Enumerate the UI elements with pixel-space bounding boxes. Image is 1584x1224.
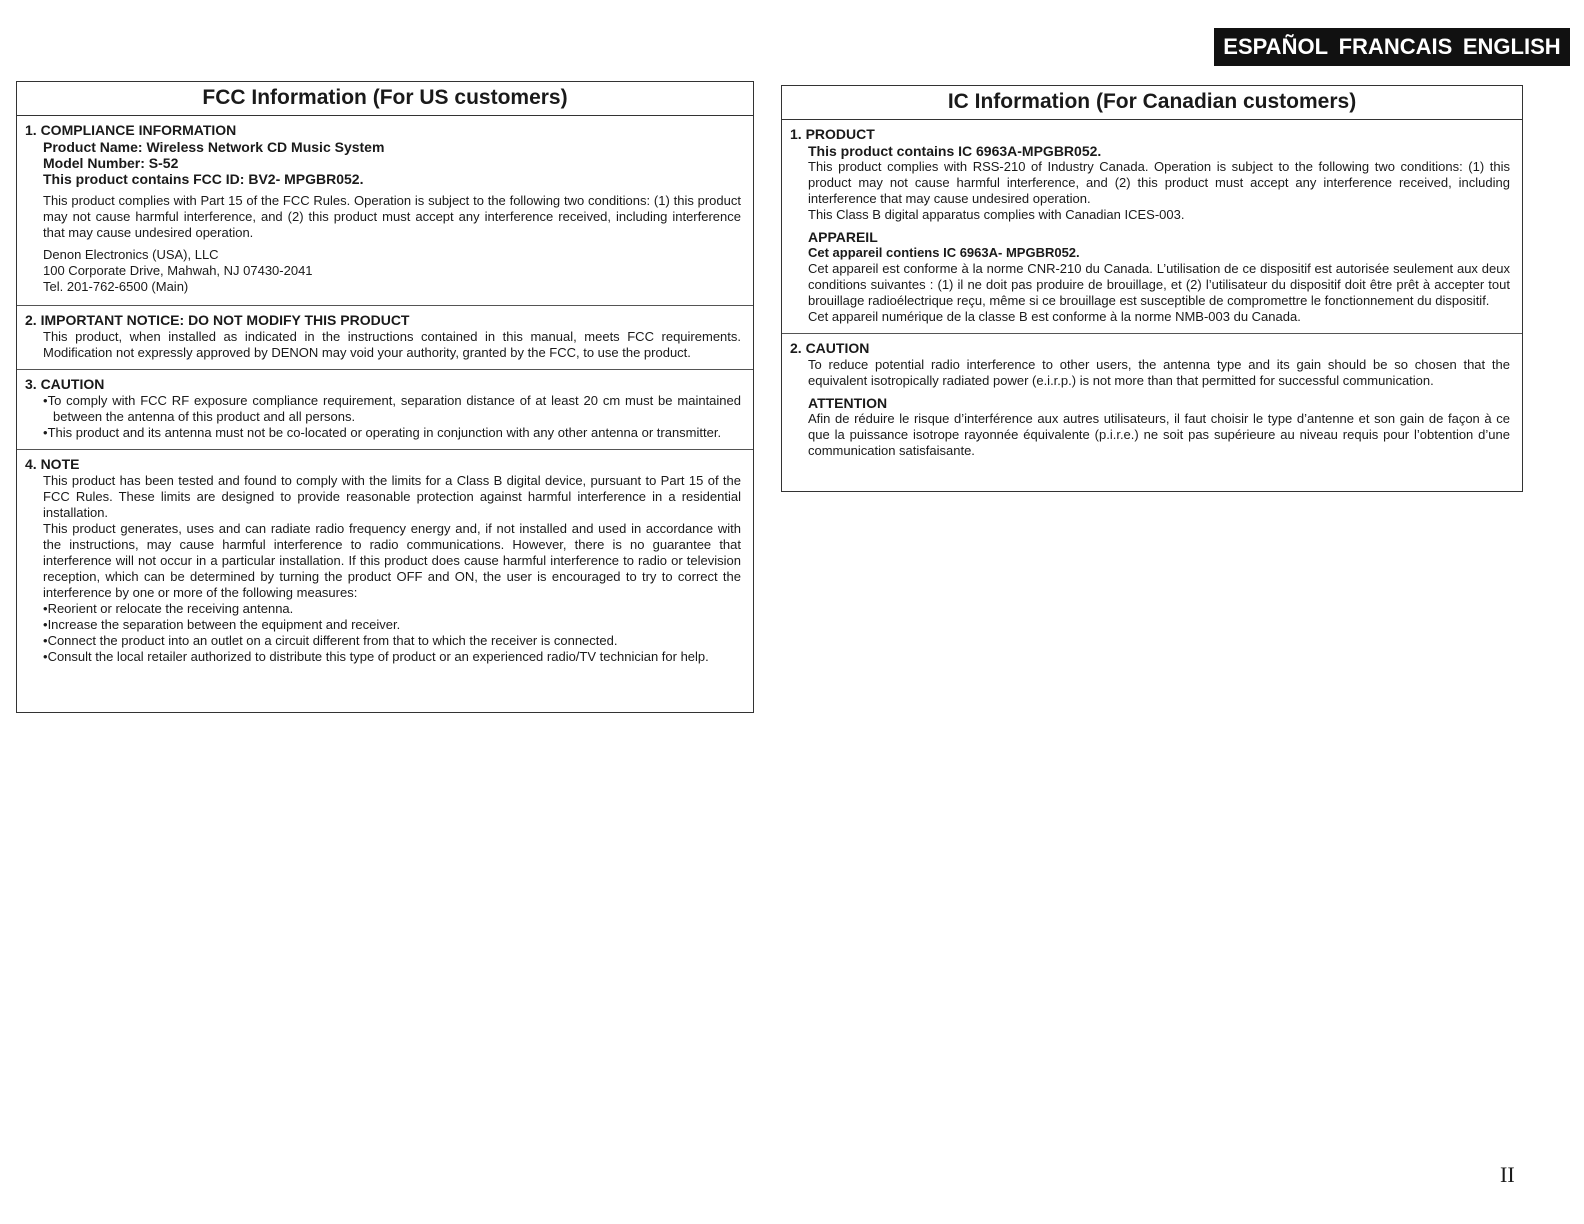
fcc-s2-heading: 2. IMPORTANT NOTICE: DO NOT MODIFY THIS PRODUCT	[25, 312, 410, 328]
fcc-s4-p1: This product has been tested and found to comply with the limits for a Class B digital device, pursuant to Part 15 of the FCC Rules. These limits are designed to provide reasonable protection against harmful interference in a residential installation.	[43, 473, 741, 520]
language-tabs	[1214, 28, 1570, 66]
ic-product-section	[782, 120, 1522, 334]
fcc-address: 100 Corporate Drive, Mahwah, NJ 07430-2041	[43, 263, 313, 278]
ic-fr-id: Cet appareil contiens IC 6963A- MPGBR052.	[808, 245, 1080, 260]
ic-attention-text: Afin de réduire le risque d’interférence aux autres utilisateurs, il faut choisir le type d’antenne et son gain de façon à ce que la puissance isotrope rayonnée équivalente (p.i.r.e.) ne soit pas supérieure au niveau requis pour l’obtention d’une communication satisfaisante.	[808, 411, 1510, 458]
fcc-model-number: Model Number: S-52	[43, 155, 179, 171]
ic-fr-text2: Cet appareil numérique de la classe B est conforme à la norme NMB-003 du Canada.	[808, 309, 1301, 324]
fcc-caution-section	[17, 370, 753, 450]
list-item: • Increase the separation between the equipment and receiver.	[43, 617, 741, 633]
fcc-note-section	[17, 450, 753, 673]
lang-espanol: ESPAÑOL	[1223, 34, 1329, 59]
fcc-product-name: Product Name: Wireless Network CD Music System	[43, 139, 385, 155]
ic-information-box	[781, 85, 1523, 492]
ic-s1-heading: 1. PRODUCT	[790, 126, 875, 142]
ic-s2-heading: 2. CAUTION	[790, 340, 870, 356]
fcc-tel: Tel. 201-762-6500 (Main)	[43, 279, 189, 294]
fcc-information-box	[16, 81, 754, 713]
fcc-notice-section	[17, 306, 753, 370]
fcc-s2-text: This product, when installed as indicated in the instructions contained in this manual, meets FCC requirements. Modification not expressly approved by DENON may void your authority, granted by the FCC, to use the product.	[43, 329, 741, 360]
ic-s2-text: To reduce potential radio interference to other users, the antenna type and its gain should be so chosen that the equivalent isotropically radiated power (e.i.r.p.) is not more than that permitted for successful communication.	[808, 357, 1510, 388]
fcc-measures-list	[25, 601, 741, 665]
ic-fr-text1: Cet appareil est conforme à la norme CNR-210 du Canada. L’utilisation de ce dispositif est autorisée seulement aux deux conditions suivantes : (1) il ne doit pas produire de brouillage, et (2) l’utilisateur du dispositif doit être prêt à accepter tout brouillage radioélectrique reçu, même si ce brouillage est susceptible de compromettre le fonctionnement du dispositif.	[808, 261, 1510, 308]
ic-attention-heading: ATTENTION	[808, 395, 888, 411]
fcc-s4-p2: This product generates, uses and can radiate radio frequency energy and, if not installed and used in accordance with the instructions, may cause harmful interference to radio communications. However, there is no guarantee that interference will not occur in a particular installation. If this product does cause harmful interference to radio or television reception, which can be determined by turning the product OFF and ON, the user is encouraged to try to correct the interference by one or more of the following measures:	[43, 521, 741, 600]
fcc-compliance-section	[17, 116, 753, 306]
page-number: II	[1500, 1162, 1515, 1187]
fcc-caution-list	[25, 393, 741, 441]
fcc-s3-heading: 3. CAUTION	[25, 376, 105, 392]
lang-francais: FRANCAIS	[1338, 34, 1453, 59]
fcc-company: Denon Electronics (USA), LLC	[43, 247, 219, 262]
fcc-id: This product contains FCC ID: BV2- MPGBR052.	[43, 171, 364, 187]
ic-s1-text1: This product complies with RSS-210 of Industry Canada. Operation is subject to the following two conditions: (1) this product may not cause harmful interference, and (2) this product must accept any interference received, including interference that may cause undesired operation.	[808, 159, 1510, 206]
list-item: • Connect the product into an outlet on a circuit different from that to which the receiver is connected.	[43, 633, 741, 649]
list-item: • Consult the local retailer authorized to distribute this type of product or an experienced radio/TV technician for help.	[43, 649, 741, 665]
list-item: • To comply with FCC RF exposure compliance requirement, separation distance of at least 20 cm must be maintained between the antenna of this product and all persons.	[43, 393, 741, 425]
lang-english: ENGLISH	[1462, 34, 1561, 59]
ic-s1-text2: This Class B digital apparatus complies with Canadian ICES-003.	[808, 207, 1185, 222]
ic-fr-heading: APPAREIL	[808, 229, 878, 245]
list-item: • This product and its antenna must not be co-located or operating in conjunction with any other antenna or transmitter.	[43, 425, 741, 441]
ic-title: IC Information (For Canadian customers)	[782, 86, 1522, 120]
fcc-s4-heading: 4. NOTE	[25, 456, 80, 472]
fcc-s1-text: This product complies with Part 15 of the FCC Rules. Operation is subject to the following two conditions: (1) this product may not cause harmful interference, and (2) this product must accept any interference received, including interference that may cause undesired operation.	[43, 193, 741, 240]
ic-product-id: This product contains IC 6963A-MPGBR052.	[808, 143, 1102, 159]
fcc-s1-heading: 1. COMPLIANCE INFORMATION	[25, 122, 237, 138]
list-item: • Reorient or relocate the receiving antenna.	[43, 601, 741, 617]
ic-caution-section	[782, 334, 1522, 467]
fcc-title: FCC Information (For US customers)	[17, 82, 753, 116]
